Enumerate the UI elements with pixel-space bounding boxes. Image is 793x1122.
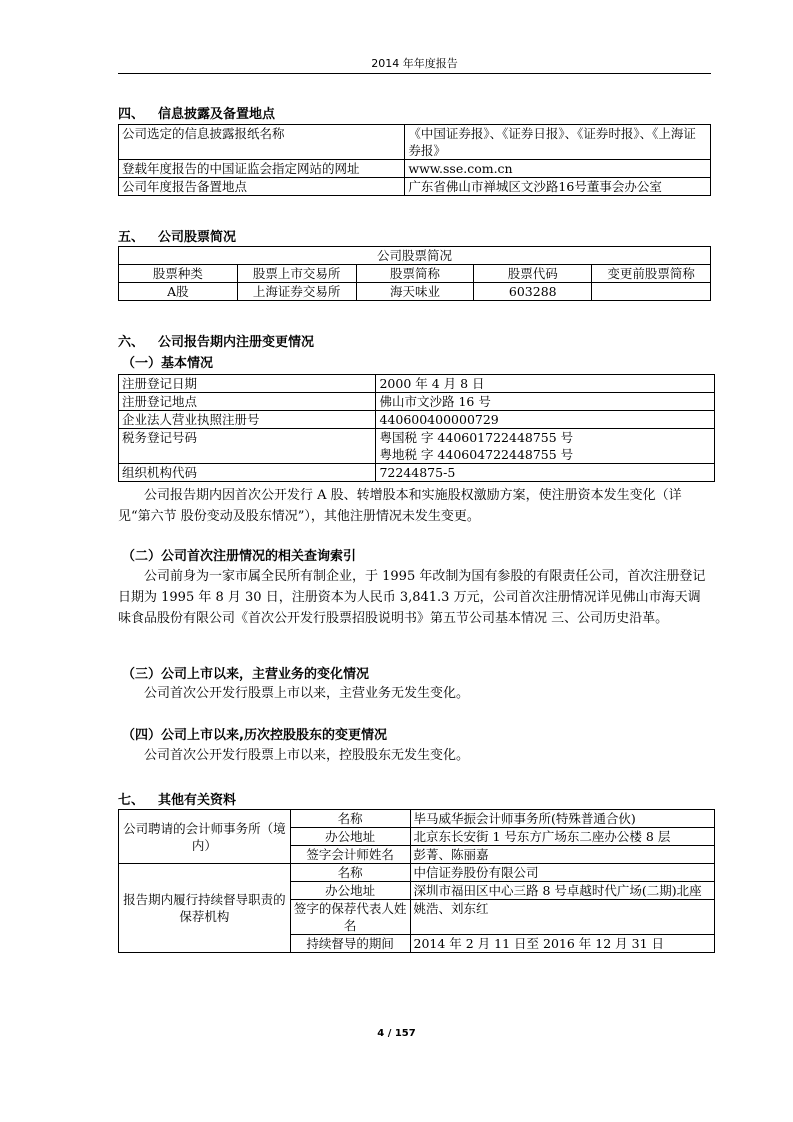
other-info-table (118, 809, 715, 953)
table-row (119, 178, 711, 196)
disclosure-label: 公司选定的信息披露报纸名称 (119, 125, 405, 160)
section-7-heading (118, 789, 236, 808)
sponsor-group-label: 报告期内履行持续督导职责的保荐机构 (119, 864, 291, 953)
section-5-number: 五、 (118, 230, 145, 245)
stock-header-cell: 股票代码 (474, 265, 592, 283)
section-7-title: 其他有关资料 (158, 793, 237, 808)
table-row (119, 464, 715, 482)
info-key: 持续督导的期间 (290, 935, 410, 953)
subsection-basic-info: （一）基本情况 (122, 356, 214, 371)
first-registration-paragraph: 公司前身为一家市属全民所有制企业，于 1995 年改制为国有参股的有限责任公司，首次注册登记日期为 1995 年 8 月 30 日，注册资本为人民币 3,841.3 万元，公司首次注册情况详见佛山市海天调味食品股份有限公司《首次公开发行股票招股说明书》第五节公司基本情况 三、公司历史沿革。 (118, 569, 706, 626)
table-row (119, 125, 711, 160)
registration-label: 注册登记日期 (119, 375, 376, 393)
registration-table (118, 374, 715, 482)
registration-value (376, 429, 715, 464)
registration-value: 佛山市文沙路 16 号 (376, 393, 715, 411)
registration-label: 企业法人营业执照注册号 (119, 411, 376, 429)
subsection-shareholder-change: （四）公司上市以来,历次控股股东的变更情况 (122, 728, 387, 743)
info-key: 办公地址 (290, 882, 410, 900)
auditor-group-label: 公司聘请的会计师事务所（境内） (119, 810, 291, 864)
info-key: 办公地址 (290, 828, 410, 846)
stock-cell: 上海证券交易所 (237, 283, 356, 301)
disclosure-label: 公司年度报告备置地点 (119, 178, 405, 196)
subsection-business-change: （三）公司上市以来，主营业务的变化情况 (122, 667, 370, 682)
registration-label: 注册登记地点 (119, 393, 376, 411)
business-change-paragraph: 公司首次公开发行股票上市以来，主营业务无发生变化。 (144, 686, 470, 701)
table-row (119, 283, 711, 301)
registration-label: 组织机构代码 (119, 464, 376, 482)
info-value: 北京东长安街 1 号东方广场东二座办公楼 8 层 (410, 828, 714, 846)
section-6-title: 公司报告期内注册变更情况 (158, 335, 315, 350)
table-row (119, 393, 715, 411)
section-5-title: 公司股票简况 (158, 230, 237, 245)
disclosure-value: www.sse.com.cn (405, 160, 711, 178)
disclosure-value: 《中国证券报》、《证券日报》、《证券时报》、《上海证券报》 (405, 125, 711, 160)
table-row (119, 810, 715, 828)
registration-change-paragraph: 公司报告期内因首次公开发行 A 股、转增股本和实施股权激励方案，使注册资本发生变化（详见“第六节 股份变动及股东情况”），其他注册情况未发生变更。 (118, 488, 682, 524)
stock-header-cell: 股票种类 (119, 265, 238, 283)
stock-header-cell: 股票上市交易所 (237, 265, 356, 283)
section-6-number: 六、 (118, 335, 145, 350)
section-6-heading (118, 331, 314, 350)
info-key: 签字会计师姓名 (290, 846, 410, 864)
table-row (119, 429, 715, 464)
info-value: 彭菁、陈丽嘉 (410, 846, 714, 864)
table-row (119, 160, 711, 178)
info-value: 2014 年 2 月 11 日至 2016 年 12 月 31 日 (410, 935, 714, 953)
stock-table (118, 246, 711, 301)
info-key: 签字的保荐代表人姓名 (290, 900, 410, 935)
stock-cell: 海天味业 (356, 283, 474, 301)
stock-header-cell: 变更前股票简称 (592, 265, 711, 283)
info-value: 深圳市福田区中心三路 8 号卓越时代广场(二期)北座 (410, 882, 714, 900)
section-4-title: 信息披露及备置地点 (158, 107, 276, 122)
section-7-number: 七、 (118, 793, 145, 808)
section-5-heading (118, 226, 236, 245)
header-rule (118, 73, 711, 74)
table-row (119, 247, 711, 265)
stock-cell (592, 283, 711, 301)
info-key: 名称 (290, 810, 410, 828)
stock-cell: 603288 (474, 283, 592, 301)
tax-number-local: 粤地税 字 440604722448755 号 (379, 447, 574, 462)
registration-value: 72244875-5 (376, 464, 715, 482)
tax-number-national: 粤国税 字 440601722448755 号 (379, 430, 574, 445)
disclosure-label: 登载年度报告的中国证监会指定网站的网址 (119, 160, 405, 178)
info-value: 中信证券股份有限公司 (410, 864, 714, 882)
info-value: 毕马威华振会计师事务所(特殊普通合伙) (410, 810, 714, 828)
stock-table-title: 公司股票简况 (119, 247, 711, 265)
registration-value: 2000 年 4 月 8 日 (376, 375, 715, 393)
page-number: 4 / 157 (377, 1028, 416, 1039)
table-row (119, 411, 715, 429)
section-4-number: 四、 (118, 107, 145, 122)
registration-label: 税务登记号码 (119, 429, 376, 464)
disclosure-table (118, 124, 711, 196)
info-key: 名称 (290, 864, 410, 882)
table-row (119, 375, 715, 393)
page-header: 2014 年年度报告 (371, 57, 458, 70)
table-row (119, 864, 715, 882)
shareholder-change-paragraph: 公司首次公开发行股票上市以来，控股股东无发生变化。 (144, 748, 470, 763)
stock-header-cell: 股票简称 (356, 265, 474, 283)
stock-cell: A股 (119, 283, 238, 301)
section-4-heading (118, 103, 275, 122)
table-row (119, 265, 711, 283)
info-value: 姚浩、刘东红 (410, 900, 714, 935)
subsection-first-registration: （二）公司首次注册情况的相关查询索引 (122, 549, 357, 564)
disclosure-value: 广东省佛山市禅城区文沙路16号董事会办公室 (405, 178, 711, 196)
registration-value: 440600400000729 (376, 411, 715, 429)
